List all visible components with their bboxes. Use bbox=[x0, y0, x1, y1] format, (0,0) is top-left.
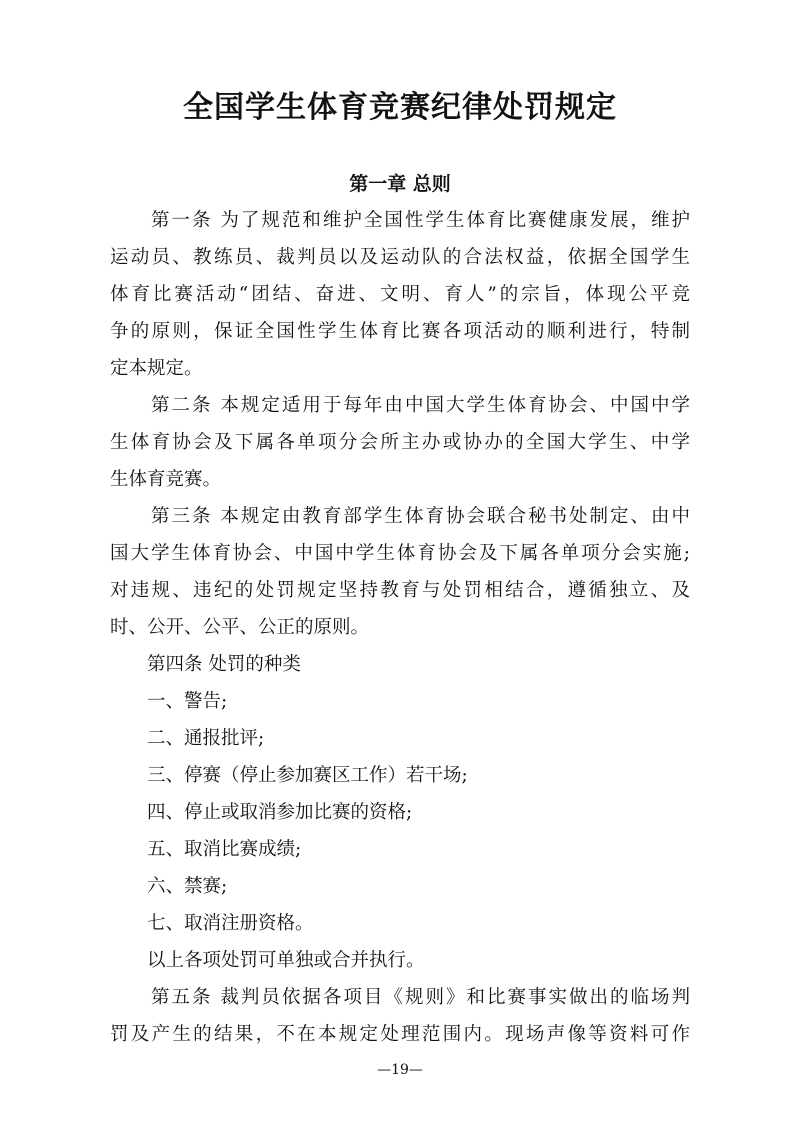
text-line: 第五条 裁判员依据各项目《规则》和比赛事实做出的临场判 bbox=[110, 987, 690, 1008]
text-line: 运动员、教练员、裁判员以及运动队的合法权益，依据全国学生 bbox=[110, 247, 690, 268]
text-line: 生体育协会及下属各单项分会所主办或协办的全国大学生、中学 bbox=[110, 432, 690, 453]
text-line: 对违规、违纪的处罚规定坚持教育与处罚相结合，遵循独立、及 bbox=[110, 580, 690, 601]
document-title: 全国学生体育竞赛纪律处罚规定 bbox=[183, 90, 617, 125]
text-line: 第四条 处罚的种类 bbox=[110, 654, 301, 675]
text-line: 生体育竞赛。 bbox=[110, 469, 222, 490]
text-line: 第二条 本规定适用于每年由中国大学生体育协会、中国中学 bbox=[110, 395, 690, 416]
text-line: 时、公开、公平、公正的原则。 bbox=[110, 617, 370, 638]
text-line: 罚及产生的结果，不在本规定处理范围内。现场声像等资料可作 bbox=[110, 1024, 690, 1045]
text-line: 以上各项处罚可单独或合并执行。 bbox=[110, 950, 425, 971]
text-line: 四、停止或取消参加比赛的资格; bbox=[110, 802, 413, 823]
page-number: —19— bbox=[377, 1062, 423, 1078]
text-line: 五、取消比赛成绩; bbox=[110, 839, 302, 860]
text-line: 争的原则，保证全国性学生体育比赛各项活动的顺利进行，特制 bbox=[110, 321, 690, 342]
text-line: 七、取消注册资格。 bbox=[110, 913, 314, 934]
text-line: 第一条 为了规范和维护全国性学生体育比赛健康发展，维护 bbox=[110, 210, 690, 231]
text-line: 体育比赛活动“团结、奋进、文明、育人”的宗旨，体现公平竞 bbox=[110, 284, 690, 305]
text-line: 第三条 本规定由教育部学生体育协会联合秘书处制定、由中 bbox=[110, 506, 690, 527]
text-line: 定本规定。 bbox=[110, 358, 203, 379]
text-line: 二、通报批评; bbox=[110, 728, 265, 749]
text-line: 六、禁赛; bbox=[110, 876, 228, 897]
text-line: 国大学生体育协会、中国中学生体育协会及下属各单项分会实施; bbox=[110, 543, 690, 564]
text-line: 三、停赛（停止参加赛区工作）若干场; bbox=[110, 765, 468, 786]
text-line: 一、警告; bbox=[110, 691, 228, 712]
chapter-heading: 第一章 总则 bbox=[349, 173, 451, 195]
